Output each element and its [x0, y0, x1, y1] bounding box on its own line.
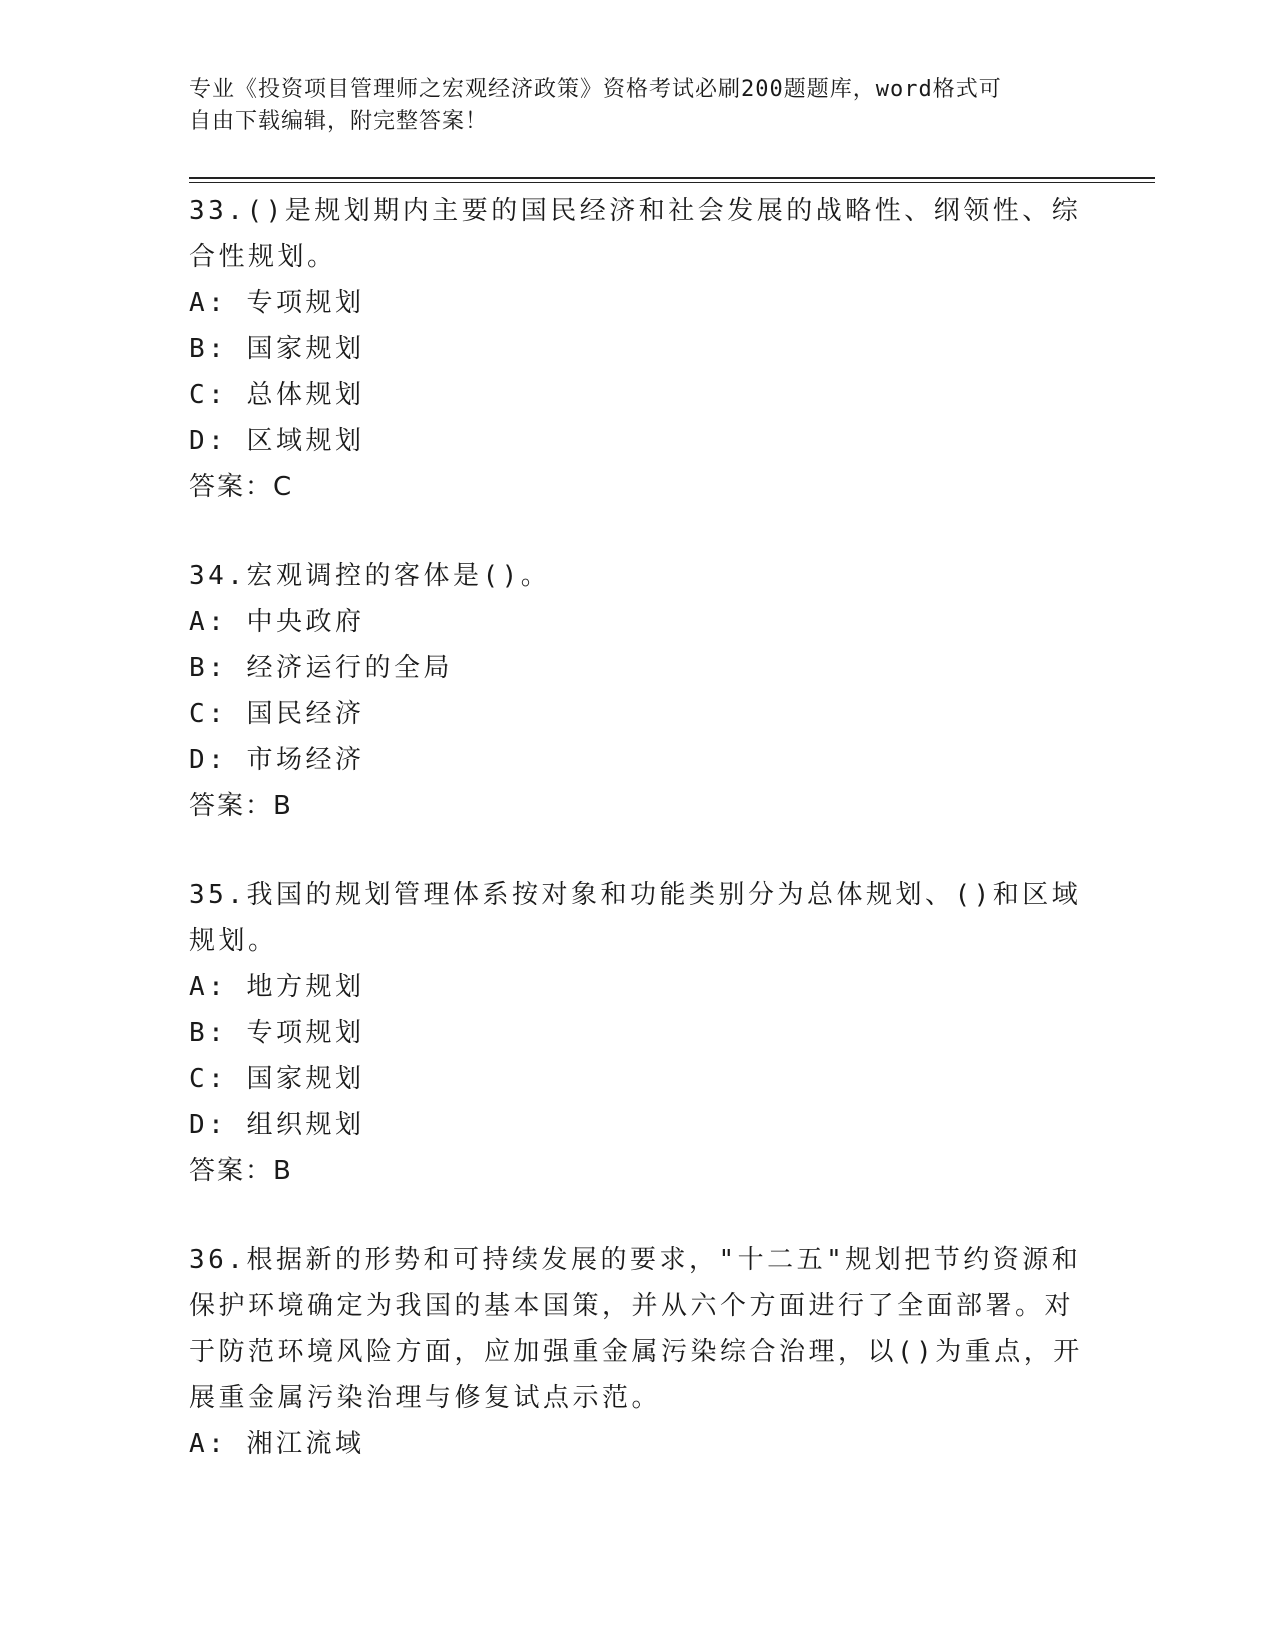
answer-line: 答案：C [189, 472, 294, 502]
option-a: A: 湘江流域 [189, 1429, 365, 1459]
answer-line: 答案：B [189, 791, 293, 821]
question-stem: 34.宏观调控的客体是()。 [189, 561, 551, 591]
header-line-2: 自由下载编辑，附完整答案！ [189, 109, 489, 134]
header-line-1: 专业《投资项目管理师之宏观经济政策》资格考试必刷200题题库，word格式可 [189, 77, 1002, 102]
question-36 [189, 1237, 1089, 1467]
option-a: A: 专项规划 [189, 288, 365, 318]
option-c: C: 国家规划 [189, 1064, 365, 1094]
question-list [189, 188, 1089, 1510]
option-c: C: 总体规划 [189, 380, 365, 410]
question-35 [189, 872, 1089, 1194]
option-a: A: 中央政府 [189, 607, 365, 637]
option-a: A: 地方规划 [189, 972, 365, 1002]
question-stem: 36.根据新的形势和可持续发展的要求，"十二五"规划把节约资源和保护环境确定为我国的基本国策，并从六个方面进行了全面部署。对于防范环境风险方面，应加强重金属污染综合治理，以()为重点，开展重金属污染治理与修复试点示范。 [189, 1245, 1083, 1413]
option-b: B: 专项规划 [189, 1018, 365, 1048]
question-33 [189, 188, 1089, 510]
header-divider-thin [189, 182, 1155, 183]
question-stem: 33.()是规划期内主要的国民经济和社会发展的战略性、纲领性、综合性规划。 [189, 196, 1082, 272]
document-header [189, 74, 1079, 138]
question-stem: 35.我国的规划管理体系按对象和功能类别分为总体规划、()和区域规划。 [189, 880, 1082, 956]
header-divider-thick [189, 177, 1155, 179]
option-d: D: 组织规划 [189, 1110, 365, 1140]
option-d: D: 区域规划 [189, 426, 365, 456]
option-c: C: 国民经济 [189, 699, 365, 729]
option-b: B: 国家规划 [189, 334, 365, 364]
option-d: D: 市场经济 [189, 745, 365, 775]
question-34 [189, 553, 1089, 829]
answer-line: 答案：B [189, 1156, 293, 1186]
option-b: B: 经济运行的全局 [189, 653, 453, 683]
